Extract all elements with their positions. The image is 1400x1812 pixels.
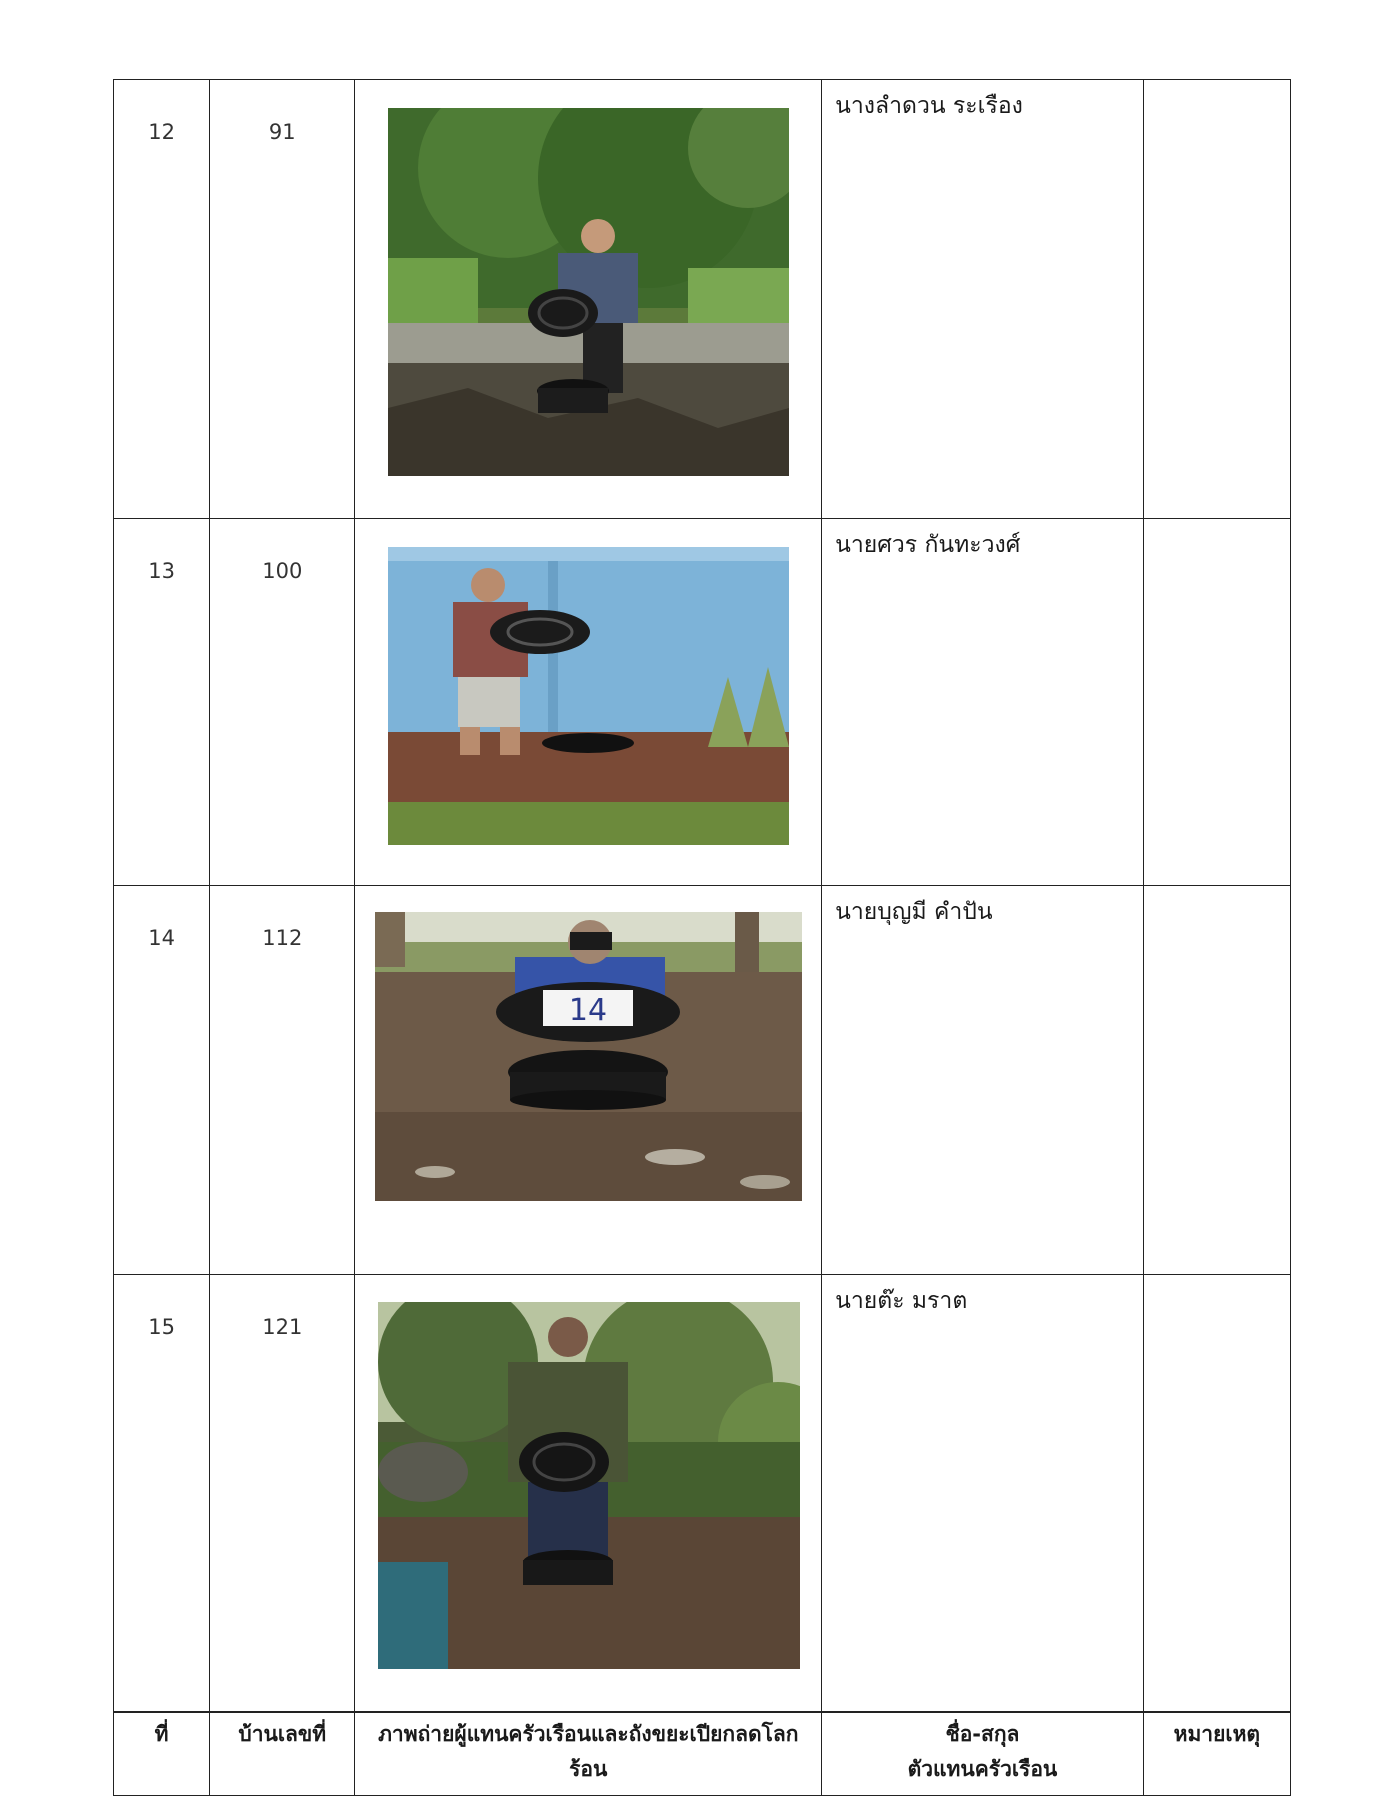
- remark-cell: [1143, 886, 1290, 1275]
- household-photo: [378, 1302, 800, 1669]
- household-photo: [388, 547, 789, 845]
- header-name-line2: ตัวแทนครัวเรือน: [907, 1757, 1058, 1781]
- household-name: นายศวร กันทะวงศ์: [822, 519, 1144, 886]
- household-table: [113, 79, 1291, 1796]
- photo-forest-bin-icon: [378, 1302, 800, 1669]
- row-number: 14: [114, 886, 210, 1275]
- photo-cell: [355, 1275, 822, 1713]
- header-name: [822, 1712, 1144, 1796]
- photo-wall-bin-icon: [388, 547, 789, 845]
- household-name: นางลำดวน ระเรือง: [822, 80, 1144, 519]
- header-remark: หมายเหตุ: [1143, 1712, 1290, 1796]
- row-number: 13: [114, 519, 210, 886]
- house-number: 100: [210, 519, 355, 886]
- remark-cell: [1143, 80, 1290, 519]
- table-row: [114, 80, 1291, 519]
- photo-ground-bin-icon: [375, 912, 802, 1201]
- photo-cell: [355, 886, 822, 1275]
- header-no: ที่: [114, 1712, 210, 1796]
- table-header-row: [114, 1712, 1291, 1796]
- table-row: [114, 519, 1291, 886]
- sign-number: 14: [569, 993, 608, 1028]
- photo-cell: [355, 80, 822, 519]
- header-house: บ้านเลขที่: [210, 1712, 355, 1796]
- photo-cell: [355, 519, 822, 886]
- header-photo-line1: ภาพถ่ายผู้แทนครัวเรือนและถังขยะเปียกลดโลก: [378, 1722, 799, 1746]
- house-number: 121: [210, 1275, 355, 1713]
- row-number: 15: [114, 1275, 210, 1713]
- header-name-line1: ชื่อ-สกุล: [945, 1722, 1020, 1746]
- header-photo-line2: ร้อน: [569, 1757, 608, 1781]
- photo-garden-bin-icon: [388, 108, 789, 476]
- household-photo: [388, 108, 789, 476]
- household-name: นายบุญมี คำปัน: [822, 886, 1144, 1275]
- remark-cell: [1143, 1275, 1290, 1713]
- header-photo: [355, 1712, 822, 1796]
- household-photo: [375, 912, 802, 1201]
- table-row: [114, 1275, 1291, 1713]
- remark-cell: [1143, 519, 1290, 886]
- row-number: 12: [114, 80, 210, 519]
- house-number: 91: [210, 80, 355, 519]
- table-row: [114, 886, 1291, 1275]
- house-number: 112: [210, 886, 355, 1275]
- household-name: นายต๊ะ มราต: [822, 1275, 1144, 1713]
